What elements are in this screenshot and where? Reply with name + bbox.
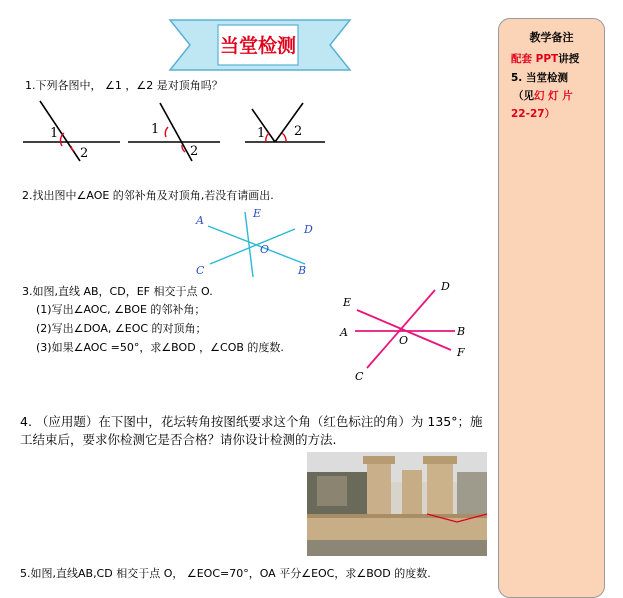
slides-label: 幻 灯 片 (534, 90, 573, 102)
q1-fig3-label-1: 1 (257, 126, 266, 141)
q1-figures (20, 97, 330, 167)
title-banner (168, 14, 352, 74)
question-3-sub-3: (3)如果∠AOC =50°，求∠BOD ，∠COB 的度数. (36, 341, 284, 354)
q2-label-C: C (196, 264, 205, 277)
lecture-label: 讲授 (558, 53, 580, 65)
question-1-text: 1.下列各图中， ∠1 ，∠2 是对顶角吗？ (25, 79, 223, 92)
q3-label-F: F (457, 346, 465, 359)
banner-title: 当堂检测 (219, 35, 297, 57)
q2-label-O: O (260, 243, 270, 256)
teaching-notes-title: 教学备注 (529, 31, 574, 44)
ppt-label: 配套 PPT (511, 53, 559, 65)
q3-label-E: E (343, 296, 352, 309)
q3-label-C: C (355, 370, 364, 383)
q1-fig2-label-2: 2 (190, 144, 199, 159)
see-label: （见 (513, 90, 534, 102)
question-2-text: 2.找出图中∠AOE 的邻补角及对顶角,若没有请画出. (22, 189, 274, 202)
teaching-notes-line-2: 5. 当堂检测 (511, 72, 568, 84)
q1-fig1-label-1: 1 (50, 126, 59, 141)
question-3-sub-1: (1)写出∠AOC, ∠BOE 的邻补角； (36, 303, 206, 316)
question-3-sub-2: (2)写出∠DOA, ∠EOC 的对顶角； (36, 322, 207, 335)
q3-label-B: B (457, 325, 466, 338)
teaching-notes-panel (498, 18, 605, 598)
q1-fig1-label-2: 2 (80, 146, 89, 161)
teaching-notes-line-4: 22-27） (511, 108, 556, 120)
teaching-notes-line-1 (511, 51, 579, 66)
q3-figure (335, 278, 485, 386)
q3-label-D: D (441, 280, 450, 293)
q2-label-A: A (196, 214, 204, 227)
flowerbed-photo (307, 452, 487, 556)
q1-figure-1 (23, 101, 120, 161)
q2-label-B: B (298, 264, 307, 277)
question-5-text: 5.如图,直线AB,CD 相交于点 O， ∠EOC=70°，OA 平分∠EOC，求∠BOD 的度数. (20, 567, 431, 580)
teaching-notes-line-3 (513, 88, 573, 103)
question-3-text: 3.如图,直线 AB，CD，EF 相交于点 O. (22, 285, 213, 298)
q2-label-D: D (304, 223, 313, 236)
q1-figure-3 (245, 103, 325, 142)
q2-figure (190, 204, 330, 284)
q1-figure-2 (128, 103, 220, 161)
q1-fig2-label-1: 1 (151, 122, 160, 137)
q2-label-E: E (253, 207, 262, 220)
q1-fig3-label-2: 2 (294, 124, 303, 139)
q3-label-A: A (340, 326, 348, 339)
question-4-text: 4. （应用题）在下图中，花坛转角按图纸要求这个角（红色标注的角）为 135°；施工结束后，要求你检测它是否合格？请你设计检测的方法. (20, 414, 483, 447)
q3-label-O: O (399, 334, 409, 347)
